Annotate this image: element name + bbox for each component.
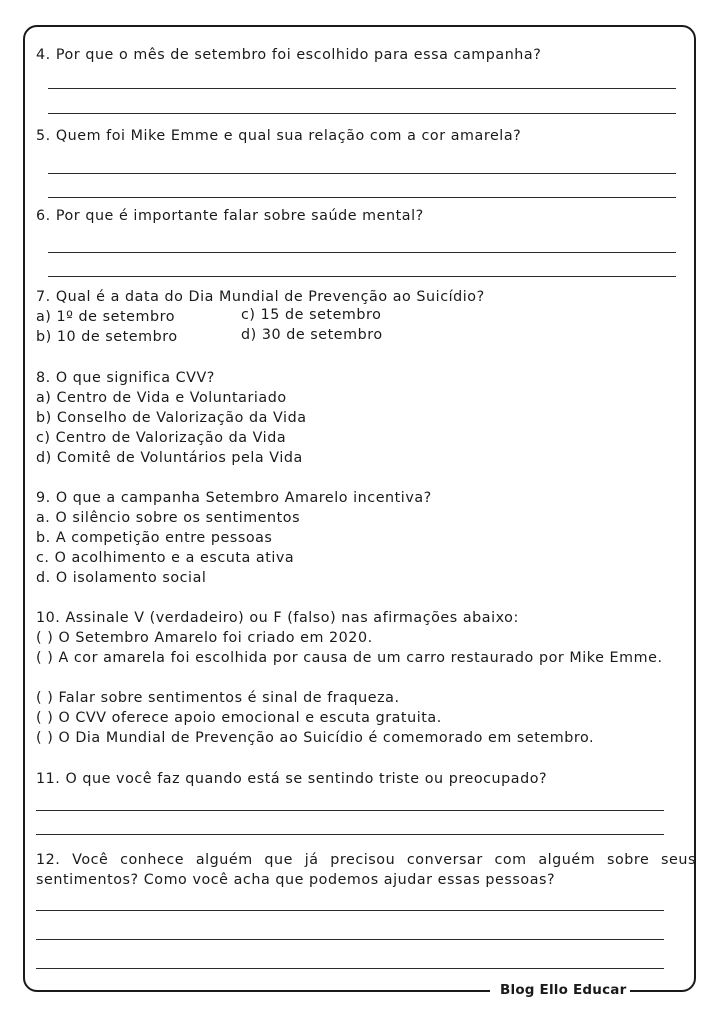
- question-11: 11. O que você faz quando está se sentindo triste ou preocupado?: [36, 771, 548, 787]
- question-9: 9. O que a campanha Setembro Amarelo incentiva?: [36, 490, 432, 506]
- question-10: 10. Assinale V (verdadeiro) ou F (falso) nas afirmações abaixo:: [36, 610, 519, 626]
- statement-10-3: ( ) Falar sobre sentimentos é sinal de fraqueza.: [36, 690, 400, 706]
- option-8a: a) Centro de Vida e Voluntariado: [36, 390, 287, 406]
- option-8b: b) Conselho de Valorização da Vida: [36, 410, 307, 426]
- answer-line[interactable]: [36, 910, 664, 911]
- option-7c: c) 15 de setembro: [241, 307, 382, 323]
- answer-line[interactable]: [48, 88, 676, 89]
- question-8: 8. O que significa CVV?: [36, 370, 215, 386]
- answer-line[interactable]: [36, 968, 664, 969]
- option-9d: d. O isolamento social: [36, 570, 207, 586]
- question-6: 6. Por que é importante falar sobre saúde mental?: [36, 208, 424, 224]
- answer-line[interactable]: [36, 834, 664, 835]
- option-7a: a) 1º de setembro: [36, 309, 175, 325]
- question-7: 7. Qual é a data do Dia Mundial de Prevenção ao Suicídio?: [36, 289, 485, 305]
- statement-10-4: ( ) O CVV oferece apoio emocional e escuta gratuita.: [36, 710, 442, 726]
- footer-brand: Blog Ello Educar: [500, 982, 627, 998]
- answer-line[interactable]: [48, 276, 676, 277]
- option-7d: d) 30 de setembro: [241, 327, 383, 343]
- option-9c: c. O acolhimento e a escuta ativa: [36, 550, 295, 566]
- answer-line[interactable]: [48, 252, 676, 253]
- question-12: 12. Você conhece alguém que já precisou conversar com alguém sobre seus sentimentos? Como você acha que podemos ajudar essas pessoas?: [36, 852, 696, 888]
- option-7b: b) 10 de setembro: [36, 329, 178, 345]
- answer-line[interactable]: [36, 939, 664, 940]
- statement-10-5: ( ) O Dia Mundial de Prevenção ao Suicídio é comemorado em setembro.: [36, 730, 595, 746]
- question-5: 5. Quem foi Mike Emme e qual sua relação com a cor amarela?: [36, 128, 522, 144]
- answer-line[interactable]: [48, 113, 676, 114]
- statement-10-1: ( ) O Setembro Amarelo foi criado em 2020.: [36, 630, 373, 646]
- question-4: 4. Por que o mês de setembro foi escolhido para essa campanha?: [36, 47, 542, 63]
- option-9a: a. O silêncio sobre os sentimentos: [36, 510, 301, 526]
- answer-line[interactable]: [48, 197, 676, 198]
- option-8c: c) Centro de Valorização da Vida: [36, 430, 287, 446]
- answer-line[interactable]: [48, 173, 676, 174]
- option-9b: b. A competição entre pessoas: [36, 530, 273, 546]
- option-8d: d) Comitê de Voluntários pela Vida: [36, 450, 303, 466]
- statement-10-2: ( ) A cor amarela foi escolhida por causa de um carro restaurado por Mike Emme.: [36, 650, 663, 666]
- answer-line[interactable]: [36, 810, 664, 811]
